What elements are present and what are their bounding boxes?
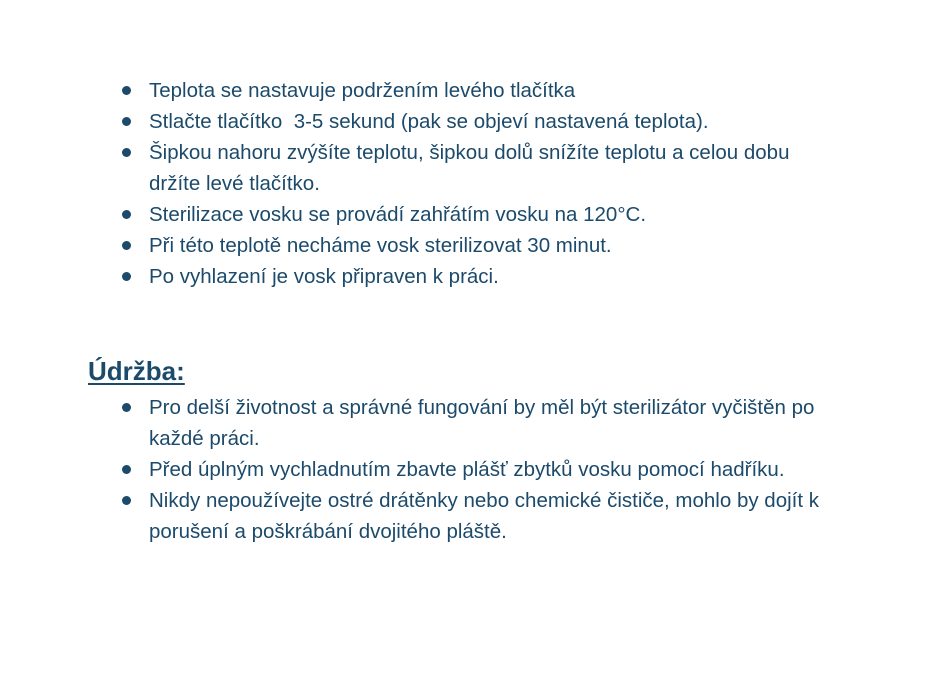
list-item-text: Pro delší životnost a správné fungování by měl být sterilizátor vyčištěn po každé práci. — [149, 396, 815, 450]
list-item — [120, 454, 840, 485]
list-item-text: Po vyhlazení je vosk připraven k práci. — [149, 265, 499, 288]
list-item — [120, 106, 840, 137]
list-item — [120, 261, 840, 292]
bullet-icon — [122, 148, 131, 157]
list-item-text: Při této teplotě necháme vosk sterilizovat 30 minut. — [149, 234, 612, 257]
bullet-icon — [122, 241, 131, 250]
list-item — [120, 199, 840, 230]
list-item-text: Šipkou nahoru zvýšíte teplotu, šipkou dolů snížíte teplotu a celou dobu držíte levé tlačítko. — [149, 141, 790, 195]
list-item — [120, 230, 840, 261]
section-heading-maintenance: Údržba: — [88, 356, 185, 386]
list-item — [120, 485, 840, 547]
bullet-icon — [122, 496, 131, 505]
bullet-icon — [122, 272, 131, 281]
bullet-icon — [122, 86, 131, 95]
list-item-text: Sterilizace vosku se provádí zahřátím vosku na 120°C. — [149, 203, 647, 226]
list-item — [120, 137, 840, 199]
list-item-text: Stlačte tlačítko 3-5 sekund (pak se objeví nastavená teplota). — [149, 110, 709, 133]
bullet-icon — [122, 210, 131, 219]
bullet-icon — [122, 117, 131, 126]
list-item-text: Teplota se nastavuje podržením levého tlačítka — [149, 79, 576, 102]
bullet-icon — [122, 403, 131, 412]
maintenance-list — [120, 392, 840, 547]
bullet-icon — [122, 465, 131, 474]
list-item — [120, 75, 840, 106]
list-item — [120, 392, 840, 454]
list-item-text: Nikdy nepoužívejte ostré drátěnky nebo chemické čističe, mohlo by dojít k porušení a poškrábání dvojitého pláště. — [149, 489, 819, 543]
instructions-list — [120, 75, 840, 292]
list-item-text: Před úplným vychladnutím zbavte plášť zbytků vosku pomocí hadříku. — [149, 458, 785, 481]
